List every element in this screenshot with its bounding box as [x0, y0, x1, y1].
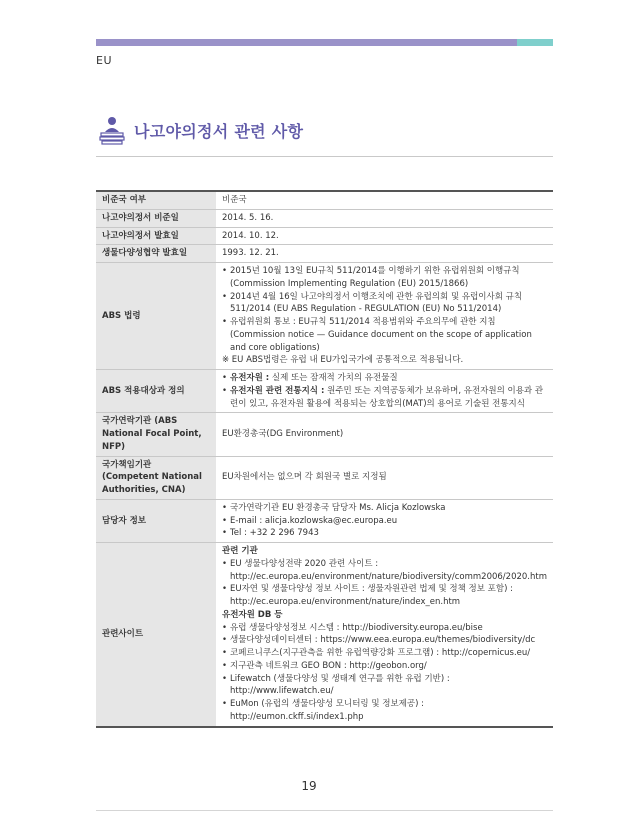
contact-list	[222, 502, 547, 540]
row-value: 2014. 5. 16.	[216, 209, 553, 227]
list-item: • EU자연 및 생물다양성 정보 사이트 : 생물자원관련 법제 및 정책 정보 포함) : http://ec.europa.eu/environment/nature/index_en.htm	[222, 583, 547, 609]
sites-list	[222, 558, 547, 609]
row-value	[216, 543, 553, 727]
sites-heading: 유전자원 DB 등	[221, 609, 283, 620]
abs-law-note: ※ EU ABS법령은 유럽 내 EU가입국가에 공통적으로 적용됩니다.	[221, 355, 464, 366]
table-row	[96, 191, 553, 209]
list-item: • E-mail : alicja.kozlowska@ec.europa.eu	[222, 515, 547, 528]
list-item: • 코페르니쿠스(지구관측을 위한 유럽역량강화 프로그램) : http://copernicus.eu/	[222, 647, 547, 660]
row-value	[216, 499, 553, 542]
term: 유전자원 관련 전통지식 :	[229, 385, 325, 396]
table-row	[96, 413, 553, 456]
region-label: EU	[96, 54, 113, 67]
header-bar-teal	[517, 39, 553, 46]
header-color-bar	[96, 39, 553, 46]
list-item: • Lifewatch (생물다양성 및 생태계 연구를 위한 유럽 기반) : http://www.lifewatch.eu/	[222, 673, 547, 699]
table-row	[96, 245, 553, 263]
definition: 실제 또는 잠재적 가치의 유전물질	[269, 373, 398, 383]
header-bar-purple	[96, 39, 517, 46]
list-item	[222, 372, 547, 385]
table-row	[96, 456, 553, 499]
abs-law-list	[222, 265, 547, 354]
list-item: • 2014년 4월 16일 나고야의정서 이행조치에 관한 유럽의회 및 유럽이사회 규칙 511/2014 (EU ABS Regulation - REGULATION (EU) No 511/2014)	[222, 291, 547, 317]
section-divider	[96, 156, 553, 157]
list-item: • 유럽위원회 통보 : EU규칙 511/2014 적용범위와 주요의무에 관한 지침(Commission notice — Guidance document on the scope of application and core obligations)	[222, 316, 547, 354]
list-item: • Tel : +32 2 296 7943	[222, 527, 547, 540]
table-row	[96, 370, 553, 413]
page-number: 19	[301, 779, 317, 793]
section-heading	[96, 114, 303, 146]
row-value	[216, 263, 553, 370]
section-title: 나고야의정서 관련 사항	[134, 121, 304, 141]
table-row	[96, 263, 553, 370]
row-value: 1993. 12. 21.	[216, 245, 553, 263]
row-label: 국가책임기관 (Competent National Authorities, CNA)	[96, 456, 216, 499]
term: 유전자원 :	[229, 373, 270, 383]
list-item: • EuMon (유럽의 생물다양성 모니터링 및 정보제공) : http://eumon.ckff.si/index1.php	[222, 698, 547, 724]
row-value: EU환경총국(DG Environment)	[216, 413, 553, 456]
row-value: EU차원에서는 없으며 각 회원국 별로 지정됨	[216, 456, 553, 499]
list-item: • 유럽 생물다양성정보 시스템 : http://biodiversity.europa.eu/bise	[222, 622, 547, 635]
row-value	[216, 370, 553, 413]
sites-heading: 관련 기관	[221, 546, 258, 556]
sites-list	[222, 622, 547, 724]
list-item: • 국가연락기관 EU 환경총국 담당자 Ms. Alicja Kozlowska	[222, 502, 547, 515]
list-item: • 2015년 10월 13일 EU규칙 511/2014를 이행하기 위한 유럽위원회 이행규칙 (Commission Implementing Regulation (EU) 2015/1866)	[222, 265, 547, 291]
row-value: 비준국	[216, 191, 553, 209]
row-label: ABS 적용대상과 정의	[96, 370, 216, 413]
row-label: ABS 법령	[96, 263, 216, 370]
table-row	[96, 209, 553, 227]
row-label: 관련사이트	[96, 543, 216, 727]
row-value: 2014. 10. 12.	[216, 227, 553, 245]
scope-list	[222, 372, 547, 410]
books-person-icon	[96, 114, 128, 146]
list-item: • EU 생물다양성전략 2020 관련 사이트 : http://ec.europa.eu/environment/nature/biodiversity/comm2006/2020.htm	[222, 558, 547, 584]
row-label: 나고야의정서 발효일	[96, 227, 216, 245]
row-label: 담당자 정보	[96, 499, 216, 542]
table-row	[96, 227, 553, 245]
row-label: 생물다양성협약 발효일	[96, 245, 216, 263]
info-table	[96, 190, 553, 728]
table-row	[96, 543, 553, 727]
list-item	[222, 385, 547, 411]
list-item: • 지구관측 네트워크 GEO BON : http://geobon.org/	[222, 660, 547, 673]
list-item: • 생물다양성데이터센터 : https://www.eea.europa.eu/themes/biodiversity/dc	[222, 634, 547, 647]
row-label: 나고야의정서 비준일	[96, 209, 216, 227]
row-label: 국가연락기관 (ABS National Focal Point, NFP)	[96, 413, 216, 456]
table-row	[96, 499, 553, 542]
definition: 원주민 또는 지역공동체가 보유하며, 유전자원의 이용과 관련이 있고, 유전자원 활용에 적용되는 상호합의(MAT)의 용어로 기술된 전통지식	[229, 385, 544, 409]
row-label: 비준국 여부	[96, 191, 216, 209]
footer-divider	[96, 810, 553, 811]
